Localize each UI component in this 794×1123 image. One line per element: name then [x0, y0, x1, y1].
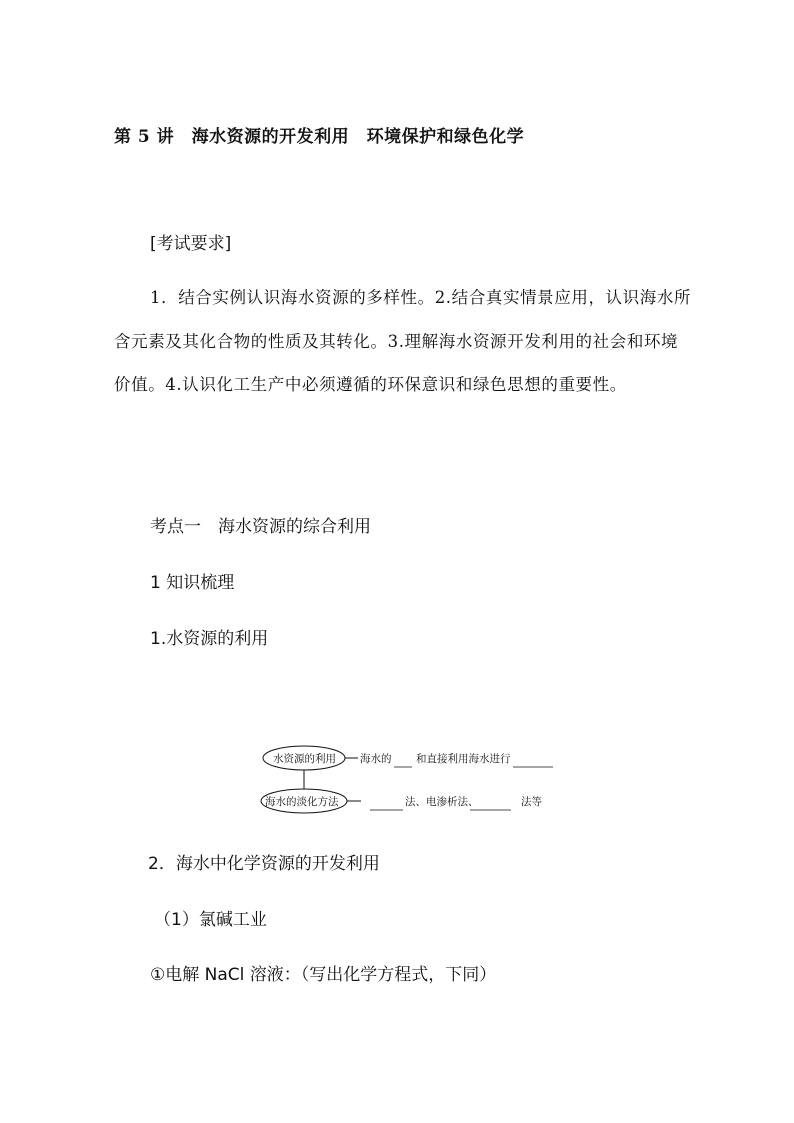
water-resource-heading: 1.水资源的利用 — [150, 629, 269, 649]
top-branch-text-a: 海水的 — [360, 753, 392, 765]
top-node-ellipse — [263, 746, 345, 770]
electrolysis-line: ①电解 NaCl 溶液：（写出化学方程式，下同） — [150, 965, 497, 985]
bottom-node-ellipse — [261, 789, 347, 813]
lesson-title: 第 5 讲 海水资源的开发利用 环境保护和绿色化学 — [114, 127, 525, 147]
chemical-resource-heading: 2．海水中化学资源的开发利用 — [148, 854, 380, 874]
section-kaodian-heading: 考点一 海水资源的综合利用 — [150, 517, 371, 537]
bottom-branch-text-a: 法、电渗析法、 — [405, 796, 479, 808]
top-node-label: 水资源的利用 — [273, 753, 336, 765]
bottom-node-label: 海水的淡化方法 — [265, 796, 339, 808]
exam-requirements-paragraph: 1．结合实例认识海水资源的多样性。2.结合真实情景应用，认识海水所含元素及其化合物的性质及其转化。3.理解海水资源开发利用的社会和环境价值。4.认识化工生产中必须遵循的环保意识和绿色思想的重要性。 — [114, 288, 692, 394]
exam-requirements-heading: [考试要求] — [150, 234, 232, 254]
bottom-branch-text-b: 法等 — [521, 796, 542, 808]
section-knowledge-heading: 1 知识梳理 — [150, 573, 235, 593]
chlor-alkali-heading: （1）氯碱工业 — [154, 910, 267, 930]
exam-requirements-text — [114, 276, 694, 407]
top-branch-text-b: 和直接利用海水进行 — [416, 753, 511, 765]
